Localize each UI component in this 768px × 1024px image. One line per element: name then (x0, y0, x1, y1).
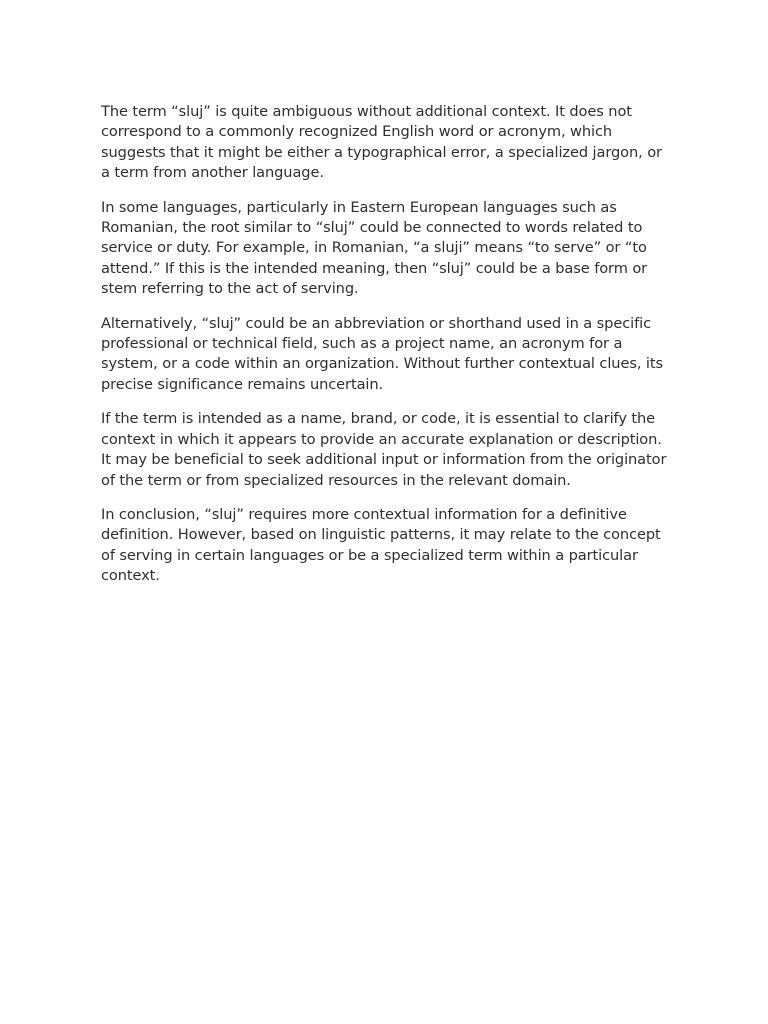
paragraph-conclusion: In conclusion, “sluj” requires more contextual information for a definitive definition. However, based on linguistic patterns, it may relate to the concept of serving in certain languages or be a specialized term within a particular context. (101, 505, 661, 585)
paragraph-languages: In some languages, particularly in Eastern European languages such as Romanian, the root similar to “sluj” could be connected to words related to service or duty. For example, in Romanian, “a sluji” means “to serve” or “to attend.” If this is the intended meaning, then “sluj” could be a base form or stem referring to the act of serving. (101, 198, 648, 298)
paragraph-intro: The term “sluj” is quite ambiguous without additional context. It does not correspond to a commonly recognized English word or acronym, which suggests that it might be either a typographical error, a specialized jargon, or a term from another language. (101, 103, 662, 182)
paragraph-clarification: If the term is intended as a name, brand, or code, it is essential to clarify the context in which it appears to provide an accurate explanation or description. It may be beneficial to seek additional input or information from the originator of the term or from specialized resources in the relevant domain. (101, 410, 667, 489)
document-body (101, 102, 667, 601)
paragraph-alternatives: Alternatively, “sluj” could be an abbreviation or shorthand used in a specific professional or technical field, such as a project name, an acronym for a system, or a code within an organization. Without further contextual clues, its precise significance remains uncertain. (101, 314, 663, 393)
